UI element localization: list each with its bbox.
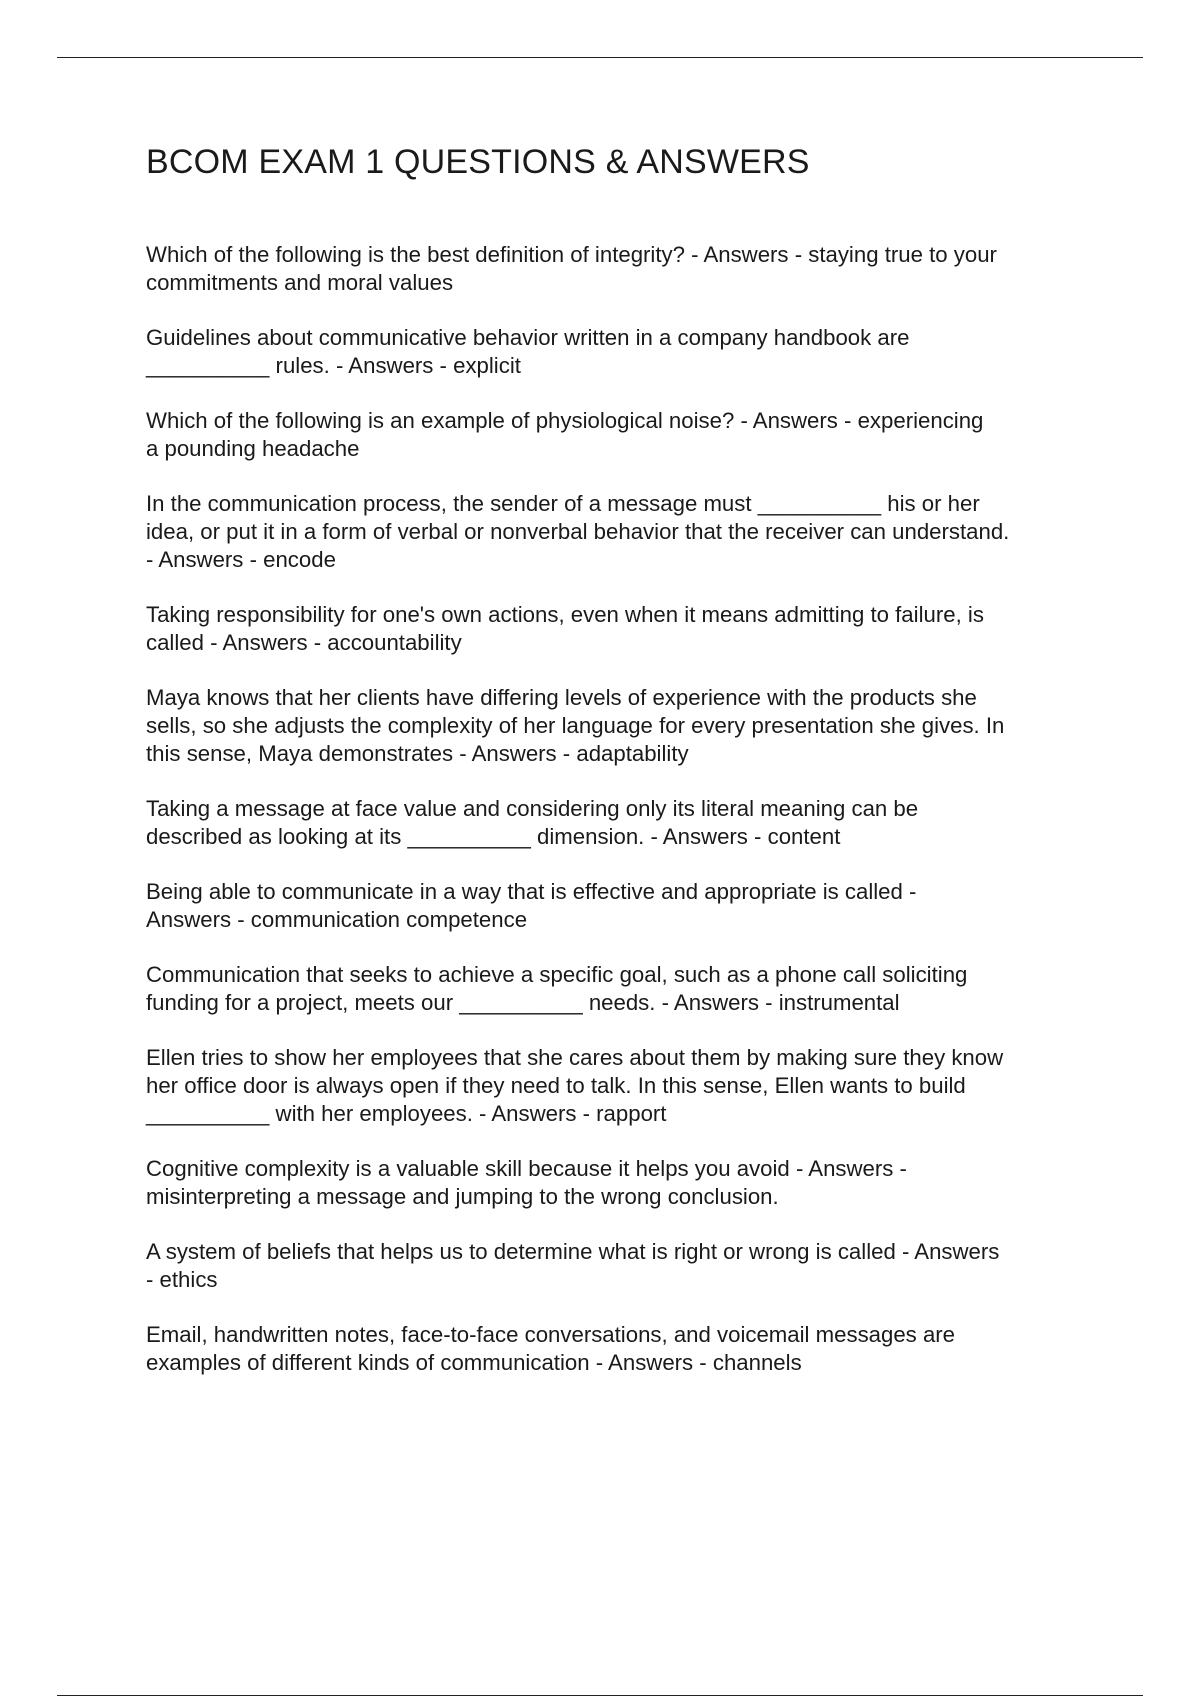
bottom-divider (57, 1695, 1143, 1696)
qa-item: Communication that seeks to achieve a specific goal, such as a phone call soliciting funding for a project, meets our __________ needs. - Answers - instrumental (146, 962, 968, 1015)
qa-item: Cognitive complexity is a valuable skill because it helps you avoid - Answers - misinterpreting a message and jumping to the wrong conclusion. (146, 1156, 907, 1209)
qa-item: Taking a message at face value and considering only its literal meaning can be described as looking at its __________ dimension. - Answers - content (146, 796, 919, 849)
qa-item: In the communication process, the sender of a message must __________ his or her idea, or put it in a form of verbal or nonverbal behavior that the receiver can understand. - Answers - encode (146, 491, 1010, 572)
qa-item: Which of the following is an example of physiological noise? - Answers - experiencing a pounding headache (146, 408, 984, 461)
qa-item: Taking responsibility for one's own actions, even when it means admitting to failure, is called - Answers - accountability (146, 602, 984, 655)
qa-item: Ellen tries to show her employees that she cares about them by making sure they know her office door is always open if they need to talk. In this sense, Ellen wants to build __________ with her employees. - Answers - rapport (146, 1045, 1004, 1126)
qa-item: Guidelines about communicative behavior written in a company handbook are __________ rules. - Answers - explicit (146, 325, 910, 378)
qa-item: Email, handwritten notes, face-to-face conversations, and voicemail messages are examples of different kinds of communication - Answers - channels (146, 1322, 956, 1375)
top-divider (57, 57, 1143, 58)
qa-item: A system of beliefs that helps us to determine what is right or wrong is called - Answers - ethics (146, 1239, 1000, 1292)
page-title: BCOM EXAM 1 QUESTIONS & ANSWERS (146, 143, 810, 181)
qa-item: Which of the following is the best definition of integrity? - Answers - staying true to your commitments and moral values (146, 242, 997, 295)
qa-list (146, 241, 1096, 1404)
qa-item: Being able to communicate in a way that is effective and appropriate is called - Answers - communication competence (146, 879, 917, 932)
qa-item: Maya knows that her clients have differing levels of experience with the products she sells, so she adjusts the complexity of her language for every presentation she gives. In this sense, Maya demonstrates - Answers - adaptability (146, 685, 1005, 766)
